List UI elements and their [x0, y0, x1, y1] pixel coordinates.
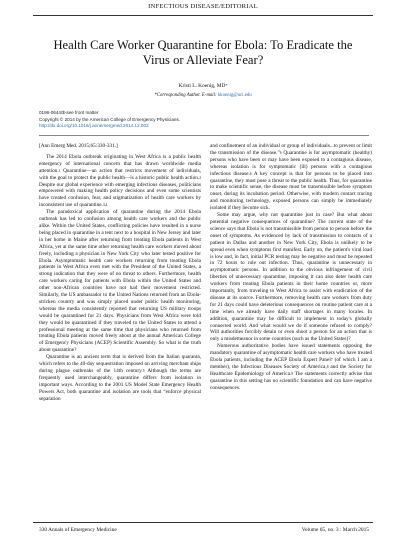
paragraph: Some may argue, why not quarantine just in case? But what about potential negative consequences of quarantine? The current state of the science says that Ebola is not transmissible from person to person before the onset of symptoms. As evidenced by lack of transmission to contacts of a patient in Dallas and another in New York City, Ebola is unlikely to be spread even when symptoms first manifest. Early on, the patient's viral load is low and, in fact, initial PCR testing may be negative and must be repeated in 72 hours to rule out infection. Thus, quarantine is unnecessary in asymptomatic persons. In addition to the obvious infringement of civil liberties of unnecessary quarantine, imposing it can also deter health care workers from treating Ebola patients in their home countries or, more importantly, from traveling to West Africa to assist with eradication of the disease at its source. Furthermore, removing health care workers from duty for 21 days could have deleterious consequences on routine patient care at a time when we already have daily staff shortages in many locales. In addition, quarantine may be difficult to implement in today's globally connected world. And what would we do if someone refused to comply? Will authorities forcibly detain or even shoot a person for an action that is only a misdemeanor in some countries (such as the United States)? [210, 212, 372, 343]
correspondence-label: *Corresponding Author. E-mail: [154, 93, 217, 98]
right-column [210, 143, 372, 392]
text-run: A key concept is that for persons to be placed into quarantine, they must pose a threat to the public health. Thus, for quarantine to make scientific sense, the disease must be transmissible before symptom onset, during its incubation period. Otherwise, with modern contact tracing and monitoring technology, exposed persons can simply be immediately isolated if they become sick. [210, 170, 372, 212]
article-title: Health Care Worker Quarantine for Ebola: To Eradicate the Virus or Alleviate Fear? [53, 38, 353, 67]
text-run: and the Society for Healthcare Epidemiology of America. [210, 364, 372, 377]
author-line [0, 83, 406, 89]
text-run: Quarantine—an action that restricts movement of individuals, with the goal to protect the public health—is a historic public health action. [39, 167, 201, 181]
text-run: The 2014 Ebola outbreak originating in West Africa is a public health emergency of international concern that has drawn worldwide media attention. [39, 153, 201, 174]
text-run: Although the terms are frequently used interchangeably, quarantine differs from isolation in important ways. According to the 2001 US Model State Emergency Health Powers Act, both quarantine and isolation are tools that “enforce physical separation [39, 368, 202, 402]
citation-line: [Ann Emerg Med. 2015;65:330-331.] [39, 143, 118, 149]
footer-journal: 330 Annals of Emergency Medicine [39, 527, 117, 533]
left-column [39, 143, 201, 403]
reference-marker: 3,4 [102, 203, 108, 208]
author-marker: * [225, 83, 228, 88]
reference-marker: 8 [326, 365, 329, 369]
text-run: (of which I am a member), the Infectious Diseases Society of America, [210, 357, 372, 370]
copyright-line: Copyright © 2014 by the American College of Emergency Physicians. [39, 116, 181, 122]
text-run: The statements correctly advise that quarantine in this setting has no scientific foundation and can have negative consequences. [210, 370, 372, 391]
text-run: Despite our global experience with emerging infectious diseases, politicians empowered with making health policy decisions and even some scientists have created confusion, fear, and stigmatization of health care workers by inconsistent use of quarantine. [39, 181, 201, 209]
header-section-label: INFECTIOUS DISEASE/EDITORIAL [148, 3, 258, 10]
issn-line: 0196-0644/$-see front matter [39, 110, 99, 115]
footer-rule [33, 522, 373, 523]
correspondence-line [0, 93, 406, 98]
text-run: and confinement of an individual or group of individuals...to prevent or limit the transmission of the disease.” [210, 143, 372, 156]
paragraph [210, 343, 372, 391]
paragraph [39, 154, 201, 209]
text-run: Numerous authoritative bodies have issued statements opposing the mandatory quarantine of asymptomatic health care workers who have treated Ebola patients, including the ACEP Ebola Expert Panel [210, 343, 372, 364]
text-run: Quarantine is for asymptomatic (healthy) persons who have been or may have been exposed to a contagious disease, whereas isolation is for symptomatic (ill) persons with a contagious infectious disease. [210, 149, 372, 177]
reference-marker: 5 [142, 369, 145, 373]
author-name: Kristi L. Koenig, MD [178, 83, 226, 89]
paragraph [39, 354, 201, 402]
paragraph: The paradoxical application of quarantine during the 2014 Ebola outbreak has led to confusion among health care workers and the public alike. Within the United States, conflicting policies have resulted in a nurse being placed in quarantine in a tent next to a hospital in New Jersey and later in her home in Maine after returning from treating Ebola patients in West Africa, yet at the same time other returning health care workers moved about freely, including a physician in New York City who later tested positive for Ebola. Asymptomatic health care workers returning from treating Ebola patients in West Africa even met with the President of the United States, a strong indication that they were of no threat to others. Furthermore, health care workers caring for patients with Ebola within the United States and other non-African countries have not had their movement restricted. Similarly, the US ambassador to the United Nations returned from an Ebola-stricken country and was simply placed under public health monitoring, whereas the media consistently reported that returning US military troops would be quarantined for 21 days. Physicians from West Africa were told they would be quarantined if they traveled to the United States to attend a professional meeting at the same time that physicians who returned from treating Ebola patients moved freely about at the annual American College of Emergency Physicians (ACEP) Scientific Assembly. So what is the truth about quarantine? [39, 209, 201, 354]
footer-issue: Volume 65, no. 3 : March 2015 [301, 527, 369, 533]
paragraph [210, 143, 372, 212]
header-rule [33, 15, 373, 16]
author-email-link[interactable]: kkoenig@uci.edu [217, 93, 252, 98]
doi-link[interactable]: http://dx.doi.org/10.1016/j.annemergmed.2014.12.003 [39, 123, 149, 129]
meta-rule [39, 135, 369, 136]
reference-marker: 7 [330, 358, 333, 363]
reference-marker: 6 [279, 150, 282, 155]
article-meta [39, 110, 339, 130]
reference-marker: 1 [58, 168, 61, 173]
reference-marker: 2 [199, 175, 201, 180]
text-run: Quarantine is an ancient term that is derived from the Italian quaranta, which refers to the 40-day sequestration imposed on arriving merchant ships during plague outbreaks of the 14th century. [39, 354, 201, 374]
reference-marker: 9 [291, 371, 294, 376]
reference-marker: 6 [249, 171, 252, 176]
